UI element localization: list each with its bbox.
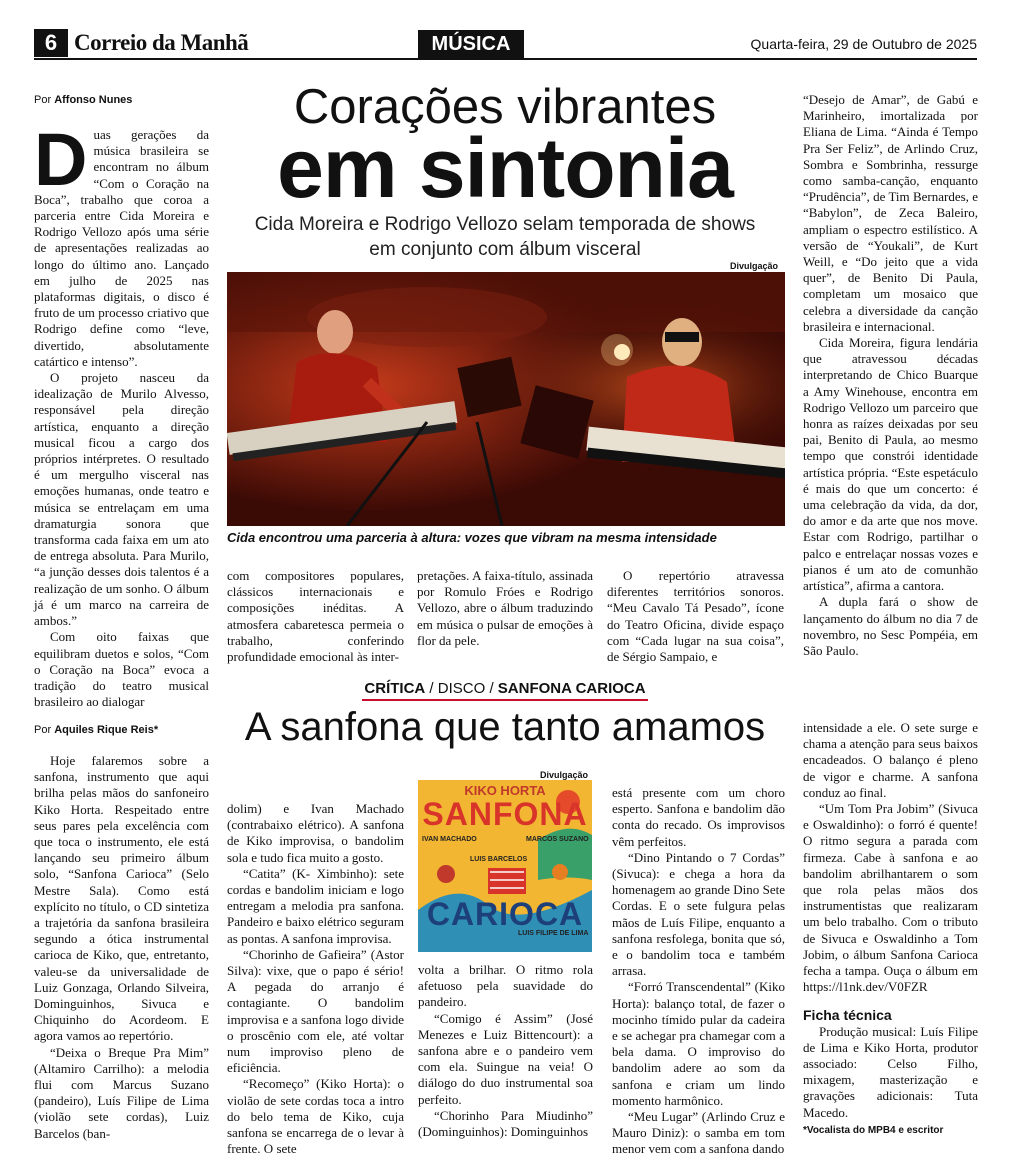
- article1-column-5: [803, 92, 978, 659]
- article2-column-2: [227, 801, 404, 1157]
- paragraph: pretações. A faixa-título, assinada por Romulo Fróes e Rodrigo Vellozo, abre o álbum traduzindo em música o pulsar de emoções à flor da pele.: [417, 568, 593, 648]
- section-label: MÚSICA: [418, 30, 524, 58]
- album-name: LUIS BARCELOS: [470, 856, 528, 863]
- paragraph: está presente com um choro esperto. Sanfona e bandolim dão conta do recado. Os improvisos vêm perfeitos.: [612, 785, 785, 849]
- author-footnote: *Vocalista do MPB4 e escritor: [803, 1124, 944, 1136]
- paragraph: uas gerações da música brasileira se encontram no álbum “Com o Coração na Boca”, trabalho que coroa a parceria entre Cida Moreira e Rodrigo Vellozo após uma série de apresentações realizadas ao longo do último ano. Lançado em julho de 2025 nas plataformas digitais, o disco é fruto de um processo criativo que Rodrigo define como “leve, divertido, absolutamente catártico e intenso”.: [34, 127, 209, 369]
- kicker-disco: DISCO: [437, 680, 486, 697]
- album-title-line2: CARIOCA: [426, 896, 584, 932]
- article2-kicker: [0, 680, 1010, 697]
- masthead-logo: Correio da Manhã: [74, 30, 249, 55]
- paragraph: “Forró Transcendental” (Kiko Horta): balanço total, de fazer o mocinho tímido pular da cadeira e se achegar pra chamegar com a bela dama. O improviso do bandolim adere ao som da sanfona e criam um lindo momento harmônico.: [612, 979, 785, 1108]
- album-name: IVAN MACHADO: [422, 836, 477, 843]
- article2-column-5: [803, 720, 978, 1139]
- kicker-critica: CRÍTICA: [364, 680, 426, 697]
- paragraph: “Meu Lugar” (Arlindo Cruz e Mauro Diniz): o samba em tom menor vem com a sanfona dando: [612, 1109, 785, 1157]
- article1-headline-line2: em sintonia: [277, 121, 733, 215]
- album-artist: KIKO HORTA: [464, 783, 546, 798]
- article1-photo: [227, 272, 785, 526]
- paragraph: “Desejo de Amar”, de Gabú e Marinheiro, imortalizada por Eliana de Lima. “Ainda é Tempo Pra Ser Feliz”, de Arlindo Cruz, Sombra e Sombrinha, ressurge como samba-canção, enquanto “Prudência”, de Tim Bernardes, e “Babylon”, de Zeca Baleiro, ampliam o espectro estilístico. A versão de “Youkali”, de Kurt Weill, e “Do jeito que a vida quer”, de Benito Di Paula, completam um mosaico que celebra a diversidade da canção brasileira e internacional.: [803, 92, 978, 334]
- kicker-underline: [362, 699, 648, 701]
- paragraph: volta a brilhar. O ritmo rola afetuoso pela suavidade do pandeiro.: [418, 962, 593, 1010]
- paragraph: intensidade a ele. O sete surge e chama a atenção para seus baixos encadeados. O balanço é pleno de vigor e charme. A sanfona conduz ao final.: [803, 720, 978, 800]
- paragraph: “Um Tom Pra Jobim” (Sivuca e Oswaldinho): o forró é quente! O ritmo segura a parada com firmeza. Cabe à sanfona e ao bandolim abrilhantarem o som que rola pelas mãos dos instrumentistas que realizaram um belo trabalho. Com o tributo de Sivuca e Oswaldinho a Tom Jobim, o álbum Sanfona Carioca fecha a tampa. Ouça o álbum em https://l1nk.dev/V0FZR: [803, 801, 978, 995]
- concert-photo-illustration: [227, 272, 785, 526]
- dateline: Quarta-feira, 29 de Outubro de 2025: [750, 36, 977, 52]
- paragraph: dolim) e Ivan Machado (contrabaixo elétrico). A sanfona de Kiko improvisa, o bandolim sola e tudo fica muito a gosto.: [227, 801, 404, 865]
- ficha-tecnica-title: Ficha técnica: [803, 1007, 892, 1024]
- kicker-separator: /: [425, 680, 438, 697]
- photo-credit: Divulgação: [730, 261, 779, 271]
- paragraph: “Comigo é Assim” (José Menezes e Luiz Bittencourt): a sanfona abre e o pandeiro vem com ela. Suingue na veia! O diálogo do duo instrumental soa perfeito.: [418, 1010, 593, 1107]
- byline-prefix: Por: [34, 724, 52, 736]
- paragraph: “Dino Pintando o 7 Cordas” (Sivuca): e chega a hora da homenagem ao grande Dino Sete Cordas. E o sete fulgura pelas mãos de Luís Filipe, enquanto a sanfona resfolega, bonita que só, e o bandolim toca e também arrasa.: [612, 849, 785, 979]
- paragraph: “Chorinho Para Miudinho” (Dominguinhos): Dominguinhos: [418, 1107, 593, 1140]
- paragraph: “Recomeço” (Kiko Horta): o violão de sete cordas toca a intro do belo tema de Kiko, cuja sanfona se encarrega de o levar à frente. O sete: [227, 1076, 404, 1157]
- article1-column-2: [227, 568, 404, 665]
- article2-column-3: [418, 962, 593, 1140]
- paragraph: “Catita” (K- Ximbinho): sete cordas e bandolim iniciam e logo entregam a melodia pra sanfona. Pandeiro e baixo elétrico seguram as pontas. A sanfona improvisa.: [227, 865, 404, 946]
- article1-column-1: [34, 118, 209, 710]
- photo-caption: Cida encontrou uma parceria à altura: vozes que vibram na mesma intensidade: [227, 530, 717, 545]
- article2-column-4: [612, 785, 785, 1158]
- paragraph: com compositores populares, clássicos internacionais e composições inéditas. A atmosfera cabaretesca permeia o trabalho, conferindo profundidade emocional às inter-: [227, 568, 404, 665]
- article1-column-4: [607, 568, 784, 665]
- paragraph: Cida Moreira, figura lendária que atravessou décadas interpretando de Chico Buarque a Amy Winehouse, encontra em Rodrigo Vellozo um parceiro que honra as raízes deixadas por seu pai, Benito di Paula, ao mesmo tempo que constrói identidade artística própria. “Este espetáculo é mais do que um concerto: é uma celebração da vida, da dor, do amor e da arte que nos move. Estar com Rodrigo, partilhar o palco e entrelaçar nossas vozes e pianos é um ato de comunhão artística”, afirma a cantora.: [803, 335, 978, 594]
- album-title-line1: SANFONA: [422, 796, 588, 832]
- ficha-tecnica-text: Produção musical: Luís Filipe de Lima e Kiko Horta, produtor associado: Celso Filho, mixagem, masterização e gravações adicionais: Tuta Macedo.: [803, 1023, 978, 1120]
- paragraph: “Deixa o Breque Pra Mim” (Altamiro Carrilho): a melodia flui com Marcus Suzano (pandeiro), Luís Filipe de Lima (violão sete cordas), Luiz Barcelos (ban-: [34, 1044, 209, 1141]
- kicker-separator: /: [485, 680, 498, 697]
- kicker-title: SANFONA CARIOCA: [497, 680, 646, 697]
- article1-deck: Cida Moreira e Rodrigo Vellozo selam temporada de shows em conjunto com álbum visceral: [254, 214, 756, 260]
- article2-column-1: [34, 753, 209, 1142]
- article1-column-3: [417, 568, 593, 649]
- page-number: 6: [34, 29, 68, 57]
- paragraph: Com oito faixas que equilibram duetos e solos, “Com o Coração na Boca” evoca a tradição do teatro musical brasileiro ao dialogar: [34, 629, 209, 710]
- article1-byline: [34, 94, 132, 106]
- article2-byline: [34, 724, 158, 736]
- album-credit: Divulgação: [540, 770, 589, 780]
- album-name: MARCOS SUZANO: [526, 836, 589, 843]
- album-name: LUIS FILIPE DE LIMA: [518, 930, 589, 937]
- album-cover: [418, 780, 592, 952]
- paragraph: A dupla fará o show de lançamento do álbum no dia 7 de novembro, no Sesc Pompéia, em São Paulo.: [803, 594, 978, 658]
- header-rule: [34, 58, 977, 60]
- drop-cap: D: [34, 118, 88, 201]
- paragraph: O projeto nasceu da idealização de Murilo Alvesso, responsável pela direção artística, enquanto a direção musical ficou a cargo dos próprios intérpretes. O resultado é um mergulho visceral nas emoções humanas, onde teatro e música se entrelaçam em uma dramaturgia sonora que transforma cada faixa em um ato de entrega absoluta. Para Murilo, “a junção desses dois talentos é a realização de um sonho. O álbum já é um marco na carreira de ambos.”: [34, 370, 209, 629]
- article2-headline: A sanfona que tanto amamos: [244, 705, 766, 749]
- paragraph: “Chorinho de Gafieira” (Astor Silva): vixe, que o papo é sério! A pegada do arranjo é contagiante. O bandolim improvisa e a sanfona logo divide o proscênio com ele, até voltar num improviso pleno de eficiência.: [227, 946, 404, 1076]
- article1-headline-line1: Corações vibrantes: [293, 80, 717, 134]
- paragraph: Hoje falaremos sobre a sanfona, instrumento que aqui brilha pelas mãos do sanfoneiro Kiko Horta. Respeitado entre seus pares pela excelência com que toca o instrumento, ele está lançando seu primeiro álbum solo, “Sanfona Carioca” (Selo Mestre Sala). Como está explícito no título, o CD sintetiza a trajetória da sanfona brasileira segundo a ótica instrumental carioca de Kiko, que, entretanto, valeu-se da universalidade de Luiz Gonzaga, Orlando Silveira, Dominguinhos, Sivuca e Chiquinho do Acordeom. E agora vamos ao repertório.: [34, 753, 209, 1044]
- byline-author: Affonso Nunes: [54, 94, 133, 106]
- byline-author: Aquiles Rique Reis*: [54, 724, 159, 736]
- paragraph: O repertório atravessa diferentes territórios sonoros. “Meu Cavalo Tá Pesado”, ícone do Teatro Oficina, divide espaço com “Cada lugar na sua coisa”, de Sérgio Sampaio, e: [607, 568, 784, 665]
- byline-prefix: Por: [34, 94, 52, 106]
